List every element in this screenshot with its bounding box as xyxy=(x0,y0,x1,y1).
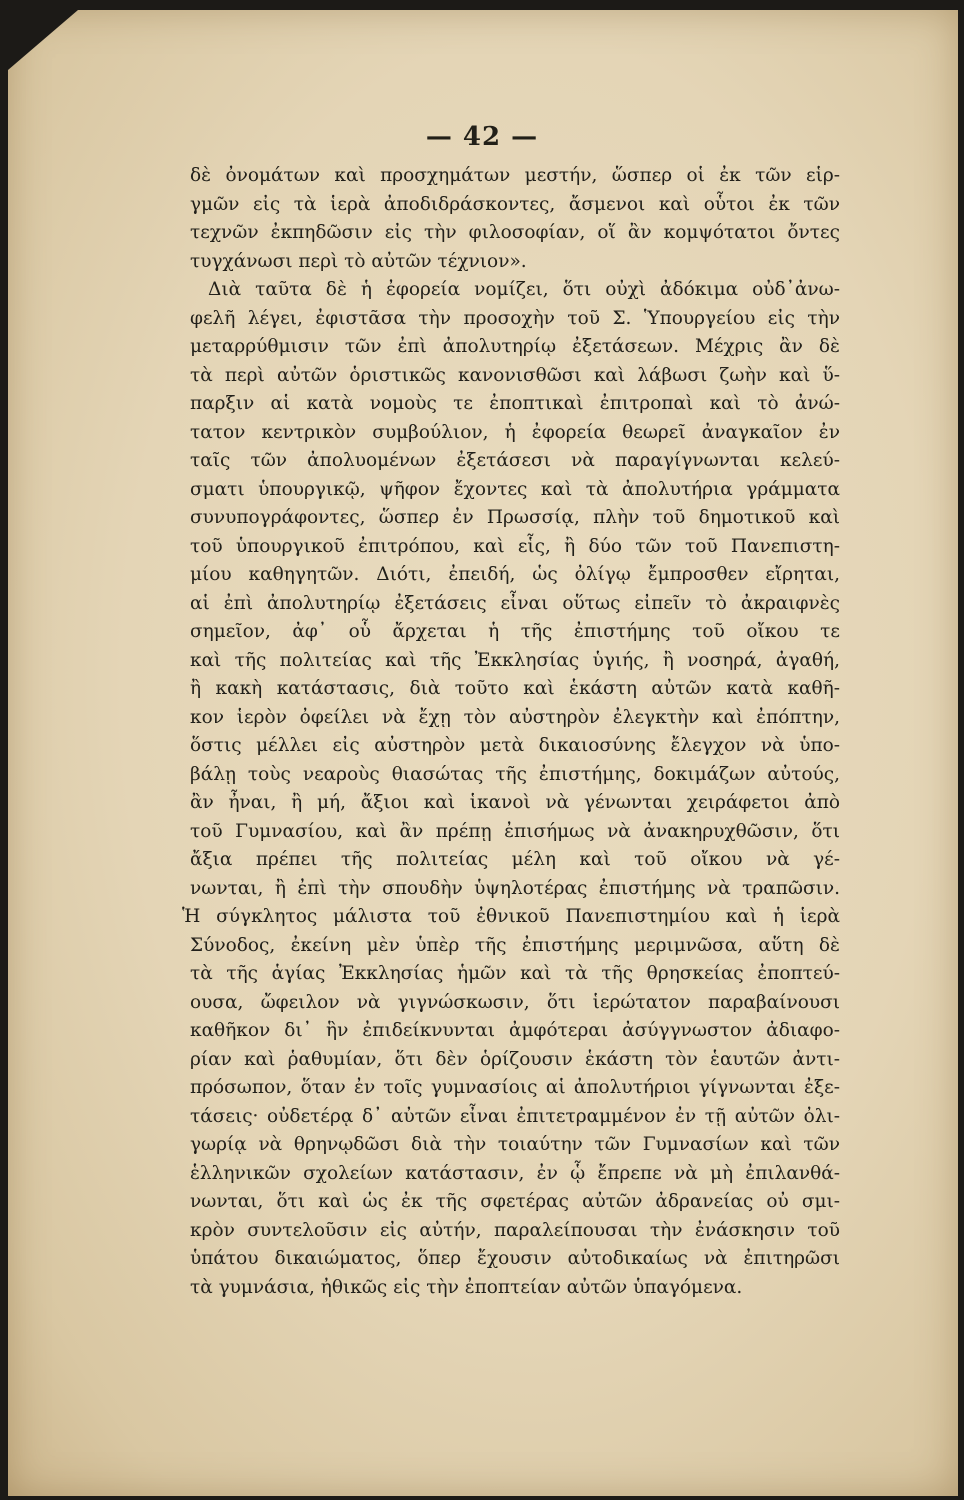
text-line: τοῦ ὑπουργικοῦ ἐπιτρόπου, καὶ εἷς, ἢ δύο τῶν τοῦ Πανεπιστη- xyxy=(190,535,840,557)
text-line: μίου καθηγητῶν. Διότι, ἐπειδή, ὡς ὀλίγῳ ἔμπροσθεν εἴρηται, xyxy=(190,564,840,585)
text-line: ουσα, ὤφειλον νὰ γιγνώσκωσιν, ὅτι ἱερώτατον παραβαίνουσι xyxy=(190,991,840,1013)
text-line: ταῖς τῶν ἀπολυομένων ἐξετάσεσι νὰ παραγίγνωνται κελεύ- xyxy=(190,450,840,471)
text-line: τυγχάνωσι περὶ τὸ αὐτῶν τέχνιον». xyxy=(190,250,527,272)
page-number: — 42 — xyxy=(425,122,539,152)
text-line: καὶ τῆς πολιτείας καὶ τῆς Ἐκκλησίας ὑγιής, ἢ νοσηρά, ἀγαθή, xyxy=(190,649,840,671)
text-line: αἱ ἐπὶ ἀπολυτηρίῳ ἐξετάσεις εἶναι οὕτως εἰπεῖν τὸ ἀκραιφνὲς xyxy=(190,592,840,614)
text-line: παρξιν αἱ κατὰ νομοὺς τε ἐποπτικαὶ ἐπιτροπαὶ καὶ τὸ ἀνώ- xyxy=(190,393,840,414)
text-line: τοῦ Γυμνασίου, καὶ ἂν πρέπῃ ἐπισήμως νὰ ἀνακηρυχθῶσιν, ὅτι xyxy=(190,820,840,842)
text-line: τὰ γυμνάσια, ἠθικῶς εἰς τὴν ἐποπτείαν αὐτῶν ὑπαγόμενα. xyxy=(190,1276,743,1298)
text-line: ἂν ἦναι, ἢ μή, ἄξιοι καὶ ἱκανοὶ νὰ γένωνται χειράφετοι ἀπὸ xyxy=(190,792,840,813)
text-line: ὑπάτου δικαιώματος, ὅπερ ἔχουσιν αὐτοδικαίως νὰ ἐπιτηρῶσι xyxy=(190,1248,840,1269)
text-line: κρὸν συντελοῦσιν εἰς αὐτήν, παραλείπουσαι τὴν ἐνάσκησιν τοῦ xyxy=(190,1219,840,1241)
text-line: σματι ὑπουργικῷ, ψῆφον ἔχοντες καὶ τὰ ἀπολυτήρια γράμματα xyxy=(190,478,840,500)
text-line: γωρίᾳ νὰ θρηνῳδῶσι διὰ τὴν τοιαύτην τῶν Γυμνασίων καὶ τῶν xyxy=(190,1134,840,1155)
text-line: ἄξια πρέπει τῆς πολιτείας μέλη καὶ τοῦ οἴκου νὰ γέ- xyxy=(190,849,840,870)
text-line: νωνται, ὅτι καὶ ὡς ἐκ τῆς σφετέρας αὐτῶν ἀδρανείας οὐ σμι- xyxy=(190,1191,840,1212)
text-line: Σύνοδος, ἐκείνη μὲν ὑπὲρ τῆς ἐπιστήμης μεριμνῶσα, αὕτη δὲ xyxy=(190,934,840,956)
text-line: δὲ ὀνομάτων καὶ προσχημάτων μεστήν, ὥσπερ οἱ ἐκ τῶν εἱρ- xyxy=(190,165,840,186)
text-line: Ἡ σύγκλητος μάλιστα τοῦ ἐθνικοῦ Πανεπιστημίου καὶ ἡ ἱερὰ xyxy=(182,906,840,927)
text-line: φελῆ λέγει, ἐφιστᾶσα τὴν προσοχὴν τοῦ Σ. Ὑπουργείου εἰς τὴν xyxy=(190,307,840,329)
body-text xyxy=(182,162,840,1302)
text-line: τὰ τῆς ἁγίας Ἐκκλησίας ἡμῶν καὶ τὰ τῆς θρησκείας ἐποπτεύ- xyxy=(190,963,840,984)
text-line: τὰ περὶ αὐτῶν ὁριστικῶς κανονισθῶσι καὶ λάβωσι ζωὴν καὶ ὕ- xyxy=(190,364,840,386)
text-line: τάσεις· οὐδετέρᾳ δ᾽ αὐτῶν εἶναι ἐπιτετραμμένον ἐν τῇ αὐτῶν ὀλι- xyxy=(190,1105,840,1127)
text-line: ὅστις μέλλει εἰς αὐστηρὸν μετὰ δικαιοσύνης ἔλεγχον νὰ ὑπο- xyxy=(190,735,840,756)
text-line: Διὰ ταῦτα δὲ ἡ ἐφορεία νομίζει, ὅτι οὐχὶ ἀδόκιμα οὐδ᾽ἀνω- xyxy=(208,279,840,300)
text-line: ρίαν καὶ ῥαθυμίαν, ὅτι δὲν ὁρίζουσιν ἑκάστη τὸν ἑαυτῶν ἀντι- xyxy=(190,1048,840,1070)
torn-corner xyxy=(8,10,78,70)
text-line: τατον κεντρικὸν συμβούλιον, ἡ ἐφορεία θεωρεῖ ἀναγκαῖον ἐν xyxy=(190,421,840,443)
text-line: πρόσωπον, ὅταν ἐν τοῖς γυμνασίοις αἱ ἀπολυτήριοι γίγνωνται ἐξε- xyxy=(190,1077,840,1098)
text-line: συνυπογράφοντες, ὥσπερ ἐν Πρωσσίᾳ, πλὴν τοῦ δημοτικοῦ καὶ xyxy=(190,507,840,528)
text-line: νωνται, ἢ ἐπὶ τὴν σπουδὴν ὑψηλοτέρας ἐπιστήμης νὰ τραπῶσιν. xyxy=(190,877,840,899)
text-line: ἢ κακὴ κατάστασις, διὰ τοῦτο καὶ ἑκάστη αὐτῶν κατὰ καθῆ- xyxy=(190,678,840,699)
text-line: γμῶν εἰς τὰ ἱερὰ ἀποδιδράσκοντες, ἄσμενοι καὶ οὗτοι ἐκ τῶν xyxy=(190,193,840,215)
text-line: σημεῖον, ἀφ᾽ οὗ ἄρχεται ἡ τῆς ἐπιστήμης τοῦ οἴκου τε xyxy=(190,621,840,642)
text-line: βάλῃ τοὺς νεαροὺς θιασώτας τῆς ἐπιστήμης, δοκιμάζων αὐτούς, xyxy=(190,763,840,785)
text-line: καθῆκον δι᾽ ἣν ἐπιδείκνυνται ἀμφότεραι ἀσύγγνωστον ἀδιαφο- xyxy=(190,1020,840,1041)
text-line: ἑλληνικῶν σχολείων κατάστασιν, ἐν ᾧ ἔπρεπε νὰ μὴ ἐπιλανθά- xyxy=(190,1162,840,1184)
text-line: μεταρρύθμισιν τῶν ἐπὶ ἀπολυτηρίῳ ἐξετάσεων. Μέχρις ἂν δὲ xyxy=(190,336,840,357)
text-line: κον ἱερὸν ὀφείλει νὰ ἔχῃ τὸν αὐστηρὸν ἐλεγκτὴν καὶ ἐπόπτην, xyxy=(190,706,840,728)
text-line: τεχνῶν ἐκπηδῶσιν εἰς τὴν φιλοσοφίαν, οἵ ἂν κομψότατοι ὄντες xyxy=(190,222,840,243)
